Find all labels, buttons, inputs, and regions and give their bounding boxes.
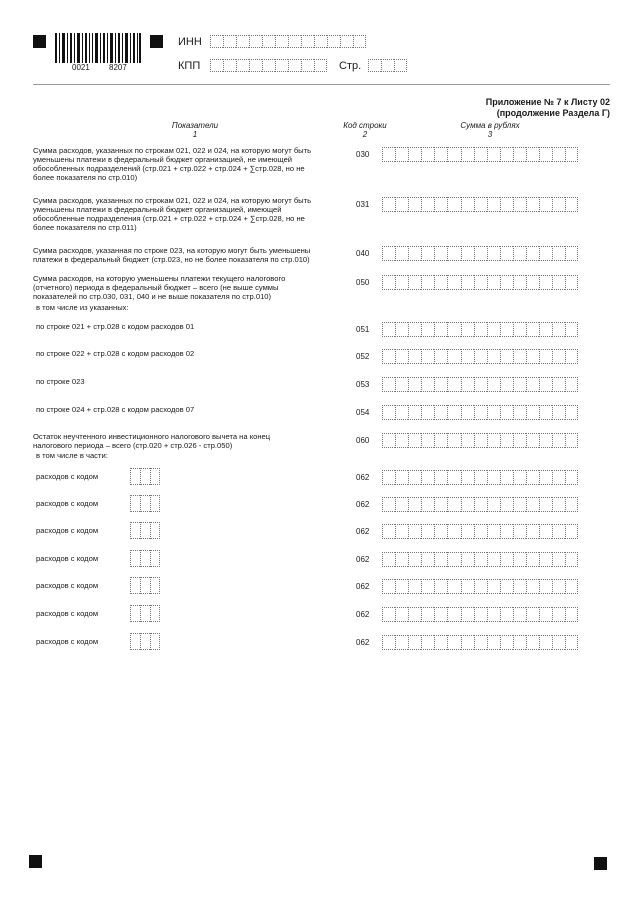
row-050-amount-field[interactable] (382, 275, 578, 290)
row-051-code: 051 (356, 325, 370, 334)
row-031-amount-field[interactable] (382, 197, 578, 212)
registration-marker-bottom-left (29, 855, 42, 868)
expense-amount-field[interactable] (382, 497, 578, 512)
expense-row-label: расходов с кодом (36, 609, 99, 618)
row-040-code: 040 (356, 249, 370, 258)
kpp-field[interactable] (210, 59, 327, 72)
row-050-text: Сумма расходов, на которую уменьшены платежи текущего налогового (отчетного) периода в федеральный бюджет – всего (не выше суммы показателей по стр.030, 031, 040 и не выше показателя по стр.010) (33, 274, 286, 301)
expense-amount-field[interactable] (382, 552, 578, 567)
expense-amount-field[interactable] (382, 524, 578, 539)
row-030-text: Сумма расходов, указанных по строкам 021, 022 и 024, на которую могут быть уменьшены платежи в федеральный бюджет организацией, не имеющей обособленных подразделений (стр.021 + стр.022 + стр.024 + ∑стр.028, но не более показателя по стр.010) (33, 146, 312, 182)
expense-row-label: расходов с кодом (36, 472, 99, 481)
registration-marker-top-left (33, 35, 46, 48)
expense-code-field[interactable] (130, 577, 160, 594)
row-053-code: 053 (356, 380, 370, 389)
column-header-line-code: Код строки 2 (343, 121, 387, 139)
registration-marker-top-right (150, 35, 163, 48)
expense-row-label: расходов с кодом (36, 554, 99, 563)
row-054-code: 054 (356, 408, 370, 417)
row-054-text: по строке 024 + стр.028 с кодом расходов 07 (36, 405, 195, 414)
expense-row-label: расходов с кодом (36, 581, 99, 590)
row-051-text: по строке 021 + стр.028 с кодом расходов 01 (36, 322, 195, 331)
expense-row-code: 062 (356, 555, 370, 564)
barcode-number-left: 0021 (72, 63, 90, 72)
inn-field[interactable] (210, 35, 366, 48)
barcode-number-right: 8207 (109, 63, 127, 72)
row-060-amount-field[interactable] (382, 433, 578, 448)
row-060-note: в том числе в части: (36, 451, 108, 460)
row-031-code: 031 (356, 200, 370, 209)
expense-row-label: расходов с кодом (36, 526, 99, 535)
row-030-amount-field[interactable] (382, 147, 578, 162)
row-050-note: в том числе из указанных: (36, 303, 129, 312)
row-040-amount-field[interactable] (382, 246, 578, 261)
barcode (55, 33, 141, 63)
page-title-line-2: (продолжение Раздела Г) (496, 108, 610, 118)
row-054-amount-field[interactable] (382, 405, 578, 420)
expense-amount-field[interactable] (382, 635, 578, 650)
row-060-code: 060 (356, 436, 370, 445)
column-header-indicators: Показатели 1 (171, 121, 219, 139)
row-051-amount-field[interactable] (382, 322, 578, 337)
row-053-amount-field[interactable] (382, 377, 578, 392)
expense-code-field[interactable] (130, 605, 160, 622)
expense-row-code: 062 (356, 527, 370, 536)
expense-amount-field[interactable] (382, 607, 578, 622)
row-031-text: Сумма расходов, указанных по строкам 021, 022 и 024, на которую могут быть уменьшены платежи в федеральный бюджет организацией, имеющей обособленные подразделения (стр.021 + стр.022 + стр.024 + ∑стр.028, но не более показателя по стр.011) (33, 196, 312, 232)
column-header-amount: Сумма в рублях 3 (460, 121, 520, 139)
expense-amount-field[interactable] (382, 579, 578, 594)
row-050-code: 050 (356, 278, 370, 287)
page-number-field[interactable] (368, 59, 407, 72)
expense-row-code: 062 (356, 500, 370, 509)
expense-code-field[interactable] (130, 522, 160, 539)
expense-row-code: 062 (356, 610, 370, 619)
expense-row-label: расходов с кодом (36, 499, 99, 508)
row-052-text: по строке 022 + стр.028 с кодом расходов 02 (36, 349, 195, 358)
registration-marker-bottom-right (594, 857, 607, 870)
page-label: Стр. (339, 60, 362, 72)
row-040-text: Сумма расходов, указанная по строке 023, на которую могут быть уменьшены платежи в федеральный бюджет (стр.023, но не более показателя по стр.010) (33, 246, 311, 264)
row-053-text: по строке 023 (36, 377, 85, 386)
row-052-amount-field[interactable] (382, 349, 578, 364)
kpp-label: КПП (178, 60, 201, 72)
expense-code-field[interactable] (130, 550, 160, 567)
expense-row-code: 062 (356, 582, 370, 591)
expense-row-code: 062 (356, 638, 370, 647)
expense-row-code: 062 (356, 473, 370, 482)
page-title (486, 97, 610, 119)
row-052-code: 052 (356, 352, 370, 361)
expense-code-field[interactable] (130, 633, 160, 650)
row-030-code: 030 (356, 150, 370, 159)
expense-code-field[interactable] (130, 495, 160, 512)
expense-row-label: расходов с кодом (36, 637, 99, 646)
expense-amount-field[interactable] (382, 470, 578, 485)
row-060-text: Остаток неучтенного инвестиционного налогового вычета на конец налогового периода – всего (стр.020 + стр.026 - стр.050) (33, 432, 271, 450)
header-divider (33, 84, 610, 85)
inn-label: ИНН (178, 36, 202, 48)
page-title-line-1: Приложение № 7 к Листу 02 (485, 97, 610, 107)
expense-code-field[interactable] (130, 468, 160, 485)
